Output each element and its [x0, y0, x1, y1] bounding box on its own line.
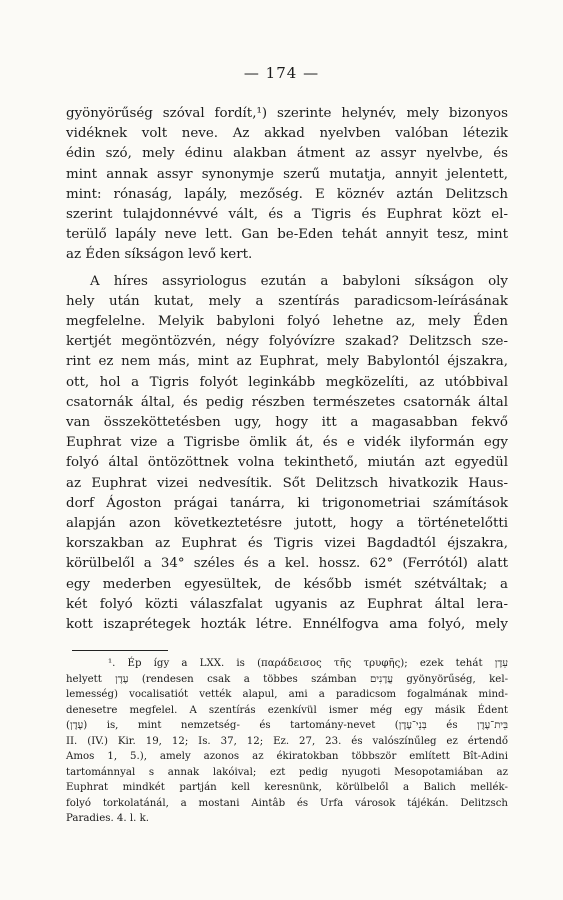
text-line: A híres assyriologus ezután a babyloni síkságon oly	[90, 273, 508, 289]
footnote-line: Euphrat mindkét partján kell keresnünk, körülbelől a Balich mellék-	[66, 782, 508, 793]
text-line: gyönyörűség szóval fordít,¹) szerinte helynév, mely bizonyos	[66, 106, 508, 121]
text-line: kertjét megöntözvén, négy folyóvízre szakad? Delitzsch sze-	[66, 334, 508, 350]
text-line: terülő lapály neve lett. Gan be-Eden tehát annyit tesz, mint	[66, 227, 508, 243]
text-line: hely után kutat, mely a szentírás paradicsom-leírásának	[66, 293, 508, 309]
text-line: alapján azon következtetésre jutott, hogy a történetelőtti	[66, 516, 508, 532]
text-line: két folyó közti válaszfalat ugyanis az Euphrat által lera-	[66, 596, 508, 612]
text-line: vidéknek volt neve. Az akkad nyelvben valóban létezik	[66, 126, 508, 142]
text-line: mint annak assyr synonymje szerű mutatja, annyit jelentett,	[66, 166, 508, 182]
footnote-line: folyó torkolatánál, a mostani Aintâb és Urfa városok tájékán. Delitzsch	[66, 797, 508, 809]
paragraph	[66, 104, 508, 266]
footnote-line: tartománnyal s annak lakóival; ezt pedig nyugoti Mesopotamiában az	[66, 766, 508, 778]
text-line: kott iszaprétegek hozták létre. Ennélfogva ama folyó, mely	[66, 617, 508, 633]
footnote-divider	[72, 650, 168, 651]
footnote-line: lemesség) vocalisatiót vették alapul, ami a paradicsom fogalmának mind-	[66, 689, 508, 700]
text-line: rint ez nem más, mint az Euphrat, mely Babylontól éjszakra,	[66, 354, 508, 370]
text-line: az Éden síkságon levő kert.	[66, 247, 253, 263]
main-text	[66, 104, 508, 635]
text-line: Euphrat vize a Tigrisbe ömlik át, és e vidék ilyformán egy	[66, 435, 508, 451]
text-line: csatornák által, és pedig részben természetes csatornák által	[66, 394, 508, 410]
footnote-line: denesetre megfelel. A szentírás ezenkívül ismer még egy másik Édent	[66, 704, 508, 716]
text-line: dorf Ágoston prágai tanárra, ki trigonometriai számítások	[66, 495, 508, 511]
page-number: — 174 —	[243, 64, 320, 82]
text-line: édin szó, mely édinu alakban átment az assyr nyelvbe, és	[66, 146, 508, 162]
text-line: megfelelne. Melyik babyloni folyó lehetne az, mely Éden	[66, 314, 508, 330]
footnote-line: Paradies. 4. l. k.	[66, 813, 150, 824]
text-line: van összeköttetésben ugy, hogy itt a magasabban fekvő	[66, 415, 508, 431]
text-line: mint: rónaság, lapály, mezőség. E köznév aztán Delitzsch	[66, 186, 508, 202]
footnote-line: Amos 1, 5.), amely azonos az ékiratokban többször említett Bît-Adini	[66, 751, 508, 762]
footnote	[66, 656, 508, 827]
text-line: körülbelől a 34° széles és a kel. hossz. 62° (Ferrótól) alatt	[66, 556, 508, 572]
footnote-line: (עֶדֶן) is, mint nemzetség- és tartomány-nevet (בְּנֵי־עֶדֶן és בֵּית־עֶדֶן	[66, 720, 508, 731]
text-line: szerint tulajdonnévvé vált, és a Tigris és Euphrat közt el-	[66, 207, 508, 223]
text-line: ott, hol a Tigris folyót leginkább megközelíti, az utóbbival	[66, 374, 508, 390]
paragraph	[66, 272, 508, 636]
text-line: korszakban az Euphrat és Tigris vizei Bagdadtól éjszakra,	[66, 536, 508, 552]
text-line: folyó által öntözöttnek volna tekinthető, miután azt egyedül	[66, 455, 508, 471]
text-line: az Euphrat vizei nedvesítik. Sőt Delitzsch hivatkozik Haus-	[66, 475, 508, 491]
text-line: egy mederben egyesültek, de később ismét szétváltak; a	[66, 576, 508, 592]
footnote-line: helyett עֶדֶן (rendesen csak a többes számban עֲדָנִים gyönyörűség, kel-	[66, 673, 509, 685]
footnote-line: II. (IV.) Kir. 19, 12; Is. 37, 12; Ez. 27, 23. és valószínűleg ez értendő	[66, 735, 508, 747]
footnote-line: ¹. Ép így a LXX. is (παράδεισος τῆς τρυφῆς); ezek tehát עֵדֶן	[108, 658, 508, 669]
